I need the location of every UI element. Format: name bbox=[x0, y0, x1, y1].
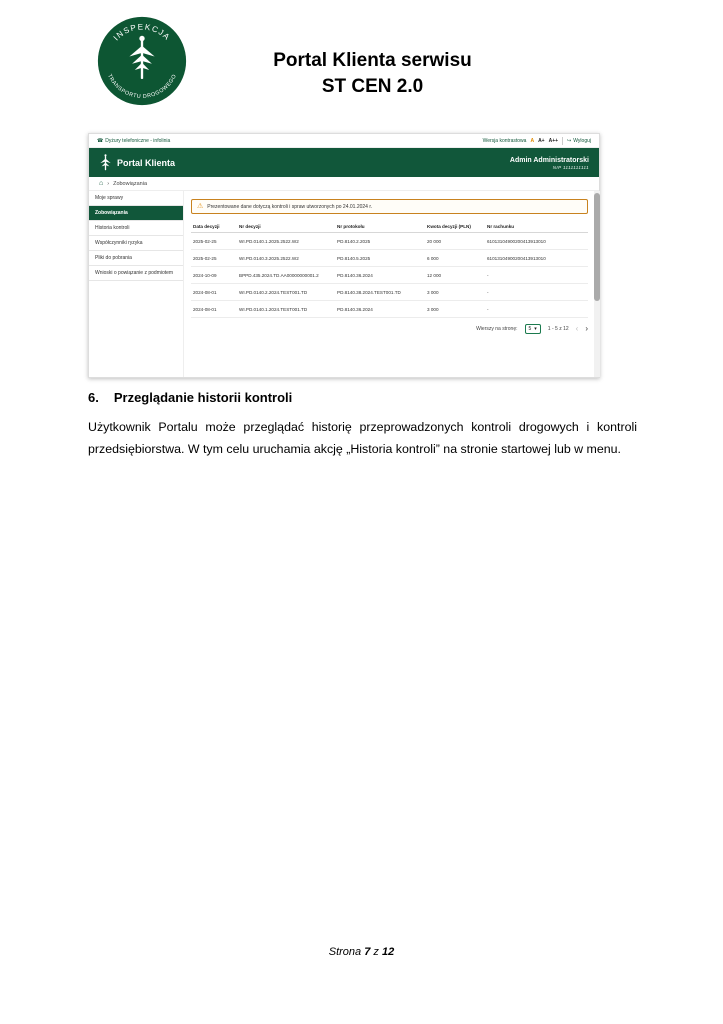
app-screenshot bbox=[88, 133, 600, 378]
cell-rachunek: 61013104900200413913010 bbox=[485, 233, 588, 250]
cell-rachunek: - bbox=[485, 284, 588, 301]
decisions-table bbox=[191, 221, 588, 318]
cell-rachunek: - bbox=[485, 301, 588, 318]
app-topbar bbox=[89, 134, 599, 148]
logo-arc-top-text: INSPEKCJA bbox=[111, 22, 173, 43]
sidebar-item-label: Moje sprawy bbox=[95, 195, 124, 201]
logged-user-name[interactable]: Admin Administratorski bbox=[509, 156, 589, 164]
col-header-data-decyzji: Data decyzji bbox=[191, 221, 237, 233]
logout-button[interactable] bbox=[567, 138, 591, 144]
cell-data: 2025-02-25 bbox=[191, 233, 237, 250]
footer-of: z bbox=[373, 946, 379, 958]
cell-data: 2024-08-01 bbox=[191, 284, 237, 301]
logout-icon: ↪ bbox=[567, 137, 572, 144]
footer-total: 12 bbox=[381, 946, 395, 958]
sidebar-item-historia-kontroli[interactable] bbox=[89, 221, 183, 236]
table-row[interactable] bbox=[191, 267, 588, 284]
cell-kwota: 12 000 bbox=[425, 267, 485, 284]
topbar-divider bbox=[562, 137, 563, 145]
home-icon[interactable]: ⌂ bbox=[99, 180, 104, 187]
section-title: Przeglądanie historii kontroli bbox=[113, 390, 293, 405]
app-brand: Portal Klienta bbox=[117, 157, 176, 168]
col-header-nr-decyzji: Nr decyzji bbox=[237, 221, 335, 233]
rows-per-page-value: 5 bbox=[528, 326, 532, 332]
sidebar-item-zobowiazania[interactable] bbox=[89, 206, 183, 221]
body-paragraph: Użytkownik Portalu może przeglądać historię przeprowadzonych kontroli drogowych i kontroli przedsiębiorstwa. W tym celu uruchamia akcję „Historia kontroli” na stronie startowej lub w menu. bbox=[88, 420, 637, 456]
sidebar-item-label: Wnioski o powiązanie z podmiotem bbox=[95, 270, 174, 276]
rows-per-page-label: Wierszy na stronę: bbox=[476, 326, 518, 332]
breadcrumb-separator-icon: › bbox=[107, 180, 110, 187]
cell-protokol: PD.8140.2.2025 bbox=[335, 233, 425, 250]
main-content bbox=[184, 191, 599, 377]
footer-word: Strona bbox=[328, 946, 362, 958]
inspection-logo bbox=[97, 16, 187, 106]
phone-icon: ☎ bbox=[97, 137, 104, 144]
page-number-footer bbox=[0, 946, 723, 958]
cell-protokol: PD.8140.36.2024 bbox=[335, 301, 425, 318]
sidebar-item-moje-sprawy[interactable] bbox=[89, 191, 183, 206]
document-title bbox=[190, 48, 555, 100]
table-row[interactable] bbox=[191, 284, 588, 301]
cell-decyzja: BPPD.435.2024.TD.AA00000000001.2 bbox=[237, 267, 335, 284]
document-title-line1: Portal Klienta serwisu bbox=[273, 50, 472, 71]
cell-kwota: 3 000 bbox=[425, 301, 485, 318]
logged-user-nip: NIP 1111111111 bbox=[552, 164, 589, 170]
col-header-nr-rachunku: Nr rachunku bbox=[485, 221, 588, 233]
font-size-plusplus-button[interactable]: A++ bbox=[548, 137, 559, 144]
sidebar-item-label: Historia kontroli bbox=[95, 225, 130, 231]
cell-data: 2024-08-01 bbox=[191, 301, 237, 318]
sidebar bbox=[89, 191, 184, 377]
cell-data: 2025-02-25 bbox=[191, 250, 237, 267]
sidebar-item-wspolczynniki-ryzyka[interactable] bbox=[89, 236, 183, 251]
chevron-down-icon: ▾ bbox=[534, 326, 537, 332]
sidebar-item-label: Współczynniki ryzyka bbox=[95, 240, 143, 246]
font-size-plus-button[interactable]: A+ bbox=[538, 137, 545, 144]
cell-kwota: 6 000 bbox=[425, 250, 485, 267]
section-heading bbox=[88, 390, 292, 405]
prev-page-button[interactable]: ‹ bbox=[575, 324, 579, 333]
cell-protokol: PD.8140.5.2025 bbox=[335, 250, 425, 267]
logout-label: Wyloguj bbox=[573, 137, 591, 144]
cell-protokol: PD.8140.38.2024.TEST001.TD bbox=[335, 284, 425, 301]
col-header-nr-protokolu: Nr protokołu bbox=[335, 221, 425, 233]
cell-decyzja: WI.PD.0140.1.2025.2522.W2 bbox=[237, 233, 335, 250]
table-row[interactable] bbox=[191, 301, 588, 318]
logo-arc-bottom-text: TRANSPORTU DROGOWEGO bbox=[106, 73, 178, 100]
sidebar-item-wnioski-o-powiazanie[interactable] bbox=[89, 266, 183, 281]
app-body bbox=[89, 191, 599, 377]
cell-data: 2024-10-09 bbox=[191, 267, 237, 284]
cell-kwota: 3 000 bbox=[425, 284, 485, 301]
hotline-link[interactable] bbox=[97, 138, 170, 144]
warning-text: Prezentowane dane dotyczą kontroli i spraw utworzonych po 24.01.2024 r. bbox=[207, 203, 373, 210]
next-page-button[interactable]: › bbox=[585, 324, 588, 333]
cell-decyzja: WI.PD.0140.2.2024.TEST001.TD bbox=[237, 284, 335, 301]
pagination bbox=[191, 324, 588, 334]
sidebar-item-label: Zobowiązania bbox=[95, 210, 128, 216]
sidebar-item-label: Pliki do pobrania bbox=[95, 255, 132, 261]
sidebar-item-pliki-do-pobrania[interactable] bbox=[89, 251, 183, 266]
hotline-label: Dyżury telefoniczne - infolinia bbox=[105, 137, 171, 144]
contrast-toggle[interactable] bbox=[483, 138, 527, 144]
app-header bbox=[89, 148, 599, 177]
cell-rachunek: 61013104900200413913010 bbox=[485, 250, 588, 267]
section-number: 6. bbox=[88, 390, 99, 405]
table-row[interactable] bbox=[191, 250, 588, 267]
cell-decyzja: WI.PD.0140.1.2024.TEST001.TD bbox=[237, 301, 335, 318]
rows-per-page-select[interactable] bbox=[525, 324, 541, 334]
contrast-label: Wersja kontrastowa bbox=[482, 137, 527, 144]
col-header-kwota: Kwota decyzji (PLN) bbox=[425, 221, 485, 233]
pagination-range: 1 - 5 z 12 bbox=[547, 326, 569, 332]
document-title-line2: ST CEN 2.0 bbox=[321, 76, 424, 97]
footer-page: 7 bbox=[364, 946, 371, 958]
cell-protokol: PD.8140.36.2024 bbox=[335, 267, 425, 284]
cell-kwota: 20 000 bbox=[425, 233, 485, 250]
table-header-row bbox=[191, 221, 588, 233]
breadcrumb bbox=[89, 177, 599, 191]
scrollbar[interactable] bbox=[594, 191, 600, 377]
cell-decyzja: WI.PD.0140.3.2025.2522.W2 bbox=[237, 250, 335, 267]
scrollbar-thumb[interactable] bbox=[594, 193, 600, 301]
table-row[interactable] bbox=[191, 233, 588, 250]
warning-icon: ⚠ bbox=[197, 203, 204, 210]
portal-logo-icon bbox=[99, 153, 112, 172]
cell-rachunek: - bbox=[485, 267, 588, 284]
font-size-normal-button[interactable]: A bbox=[530, 137, 535, 144]
warning-banner bbox=[191, 199, 588, 214]
breadcrumb-current: Zobowiązania bbox=[113, 180, 148, 187]
